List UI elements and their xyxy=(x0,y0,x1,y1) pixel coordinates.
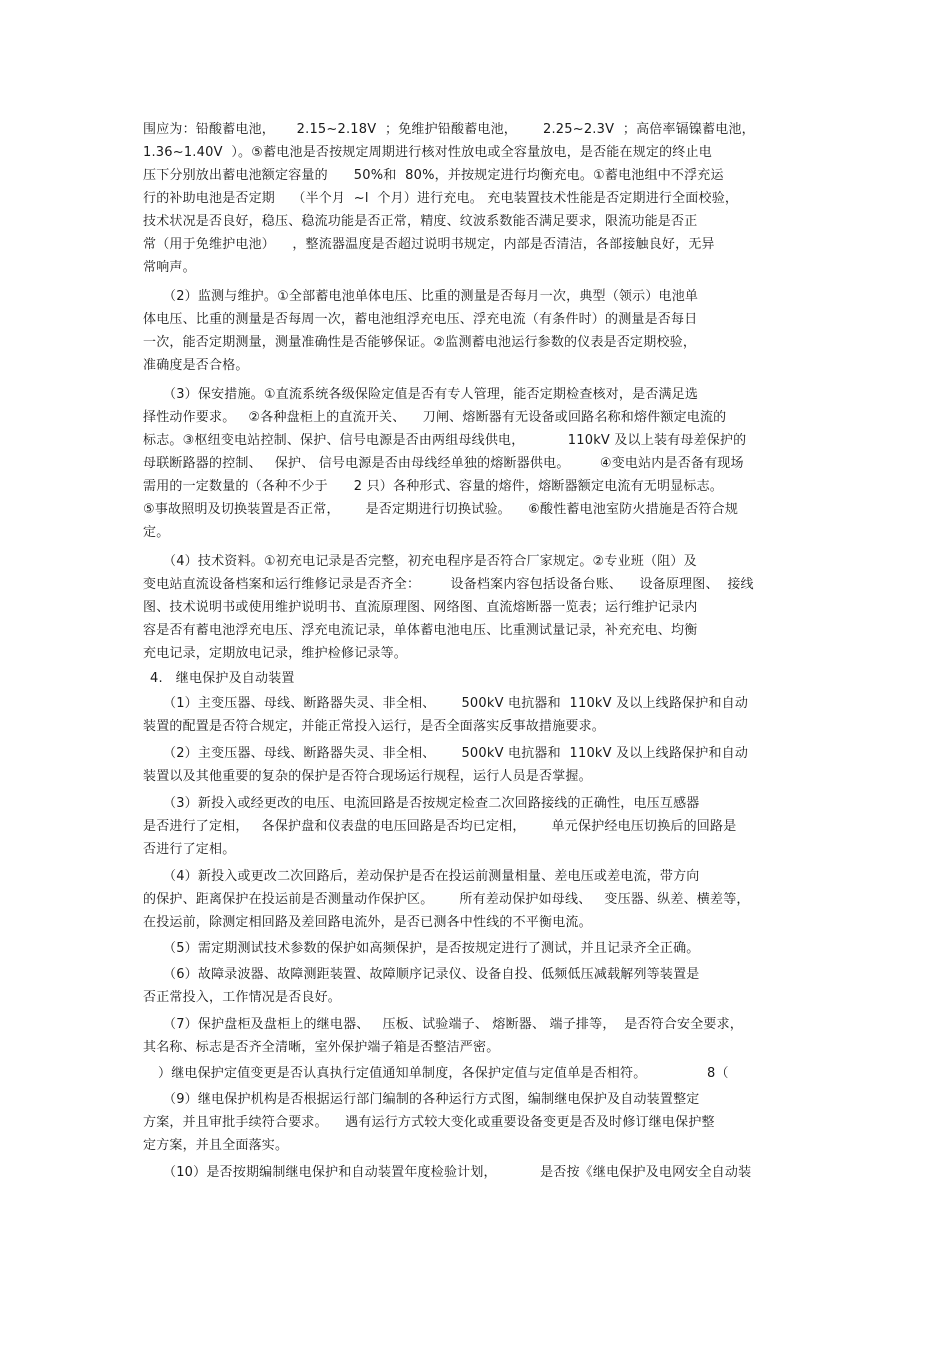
text-line: 否正常投入，工作情况是否良好。 xyxy=(143,990,342,1005)
text-line: ⑤事故照明及切换装置是否正常， 是否定期进行切换试验。 ⑥酸性蓄电池室防火措施是否符合规 xyxy=(143,502,739,517)
text-line: 其名称、标志是否齐全清晰，室外保护端子箱是否整洁严密。 xyxy=(143,1040,500,1055)
text-line: 体电压、比重的测量是否每周一次，蓄电池组浮充电压、浮充电流（有条件时）的测量是否每日 xyxy=(143,312,698,327)
paragraph-heading: （2）主变压器、母线、断路器失灵、非全相、 500kV 电抗器和 110kV 及以上线路保护和自动 xyxy=(163,746,749,761)
paragraph-heading: （9）继电保护机构是否根据运行部门编制的各种运行方式图，编制继电保护及自动装置整定 xyxy=(163,1092,700,1107)
text-line: 方案，并且审批手续符合要求。 遇有运行方式较大变化或重要设备变更是否及时修订继电保护整 xyxy=(143,1115,715,1130)
text-line: 的保护、距离保护在投运前是否测量动作保护区。 所有差动保护如母线、 变压器、纵差、横差等， xyxy=(143,892,750,907)
paragraph-heading: （6）故障录波器、故障测距装置、故障顺序记录仪、设备自投、低频低压减载解列等装置是 xyxy=(163,967,700,982)
text-line: 母联断路器的控制、 保护、 信号电源是否由母线经单独的熔断器供电。 ④变电站内是否备有现场 xyxy=(143,456,744,471)
paragraph-heading: （10）是否按期编制继电保护和自动装置年度检验计划， 是否按《继电保护及电网安全自动装 xyxy=(163,1165,752,1180)
text-line: 行的补助电池是否定期 （半个月 ~l 个月）进行充电。 充电装置技术性能是否定期进行全面校验， xyxy=(143,191,739,206)
text-line: 否进行了定相。 xyxy=(143,842,236,857)
paragraph-heading: （5）需定期测试技术参数的保护如高频保护，是否按规定进行了测试，并且记录齐全正确。 xyxy=(163,941,700,956)
text-line: 一次，能否定期测量，测量准确性是否能够保证。②监测蓄电池运行参数的仪表是否定期校验， xyxy=(143,335,697,350)
text-line: 装置以及其他重要的复杂的保护是否符合现场运行规程，运行人员是否掌握。 xyxy=(143,769,592,784)
text-line: 变电站直流设备档案和运行维修记录是否齐全： 设备档案内容包括设备台账、 设备原理图、 接线 xyxy=(143,577,754,592)
section-heading: 4. 继电保护及自动装置 xyxy=(150,671,295,686)
text-line: 择性动作要求。 ②各种盘柜上的直流开关、 刀闸、熔断器有无设备或回路名称和熔件额定电流的 xyxy=(143,410,727,425)
text-line: 定。 xyxy=(143,525,170,540)
paragraph-heading: （2）监测与维护。①全部蓄电池单体电压、比重的测量是否每月一次，典型（领示）电池单 xyxy=(163,289,699,304)
text-line: 需用的一定数量的（各种不少于 2 只）各种形式、容量的熔件，熔断器额定电流有无明显标志。 xyxy=(143,479,723,494)
text-line: 充电记录，定期放电记录，维护检修记录等。 xyxy=(143,646,408,661)
text-line: 定方案，并且全面落实。 xyxy=(143,1138,289,1153)
text-line: 常响声。 xyxy=(143,260,196,275)
text-line: 常（用于免维护电池） ，整流器温度是否超过说明书规定，内部是否清洁，各部接触良好，无异 xyxy=(143,237,715,252)
text-line: 标志。③枢纽变电站控制、保护、信号电源是否由两组母线供电， 110kV 及以上装有母差保护的 xyxy=(143,433,747,448)
text-line: 1.36~1.40V ）。⑤蓄电池是否按规定周期进行核对性放电或全容量放电，是否能在规定的终止电 xyxy=(143,145,712,160)
paragraph-heading: （4）技术资料。①初充电记录是否完整，初充电程序是否符合厂家规定。②专业班（阻）及 xyxy=(163,554,697,569)
text-line: 容是否有蓄电池浮充电压、浮充电流记录，单体蓄电池电压、比重测试量记录，补充充电、均衡 xyxy=(143,623,698,638)
paragraph-heading: （4）新投入或更改二次回路后，差动保护是否在投运前测量相量、差电压或差电流，带方向 xyxy=(163,869,700,884)
text-line: 是否进行了定相， 各保护盘和仪表盘的电压回路是否均已定相， 单元保护经电压切换后的回路是 xyxy=(143,819,737,834)
paragraph-heading: （7）保护盘柜及盘柜上的继电器、 压板、试验端子、 熔断器、 端子排等， 是否符合安全要求， xyxy=(163,1017,743,1032)
paragraph-heading: （1）主变压器、母线、断路器失灵、非全相、 500kV 电抗器和 110kV 及以上线路保护和自动 xyxy=(163,696,749,711)
text-line: 围应为：铅酸蓄电池， 2.15~2.18V ；免维护铅酸蓄电池， 2.25~2.3V ；高倍率镉镍蓄电池， xyxy=(143,122,755,137)
paragraph-heading: （3）保安措施。①直流系统各级保险定值是否有专人管理，能否定期检查核对，是否满足选 xyxy=(163,387,699,402)
paragraph-heading: （3）新投入或经更改的电压、电流回路是否按规定检查二次回路接线的正确性，电压互感器 xyxy=(163,796,700,811)
text-line: 准确度是否合格。 xyxy=(143,358,249,373)
text-line: 图、技术说明书或使用维护说明书、直流原理图、网络图、直流熔断器一览表；运行维护记录内 xyxy=(143,600,698,615)
text-line: 在投运前，除测定相回路及差回路电流外，是否已测各中性线的不平衡电流。 xyxy=(143,915,592,930)
text-line: 技术状况是否良好，稳压、稳流功能是否正常，精度、纹波系数能否满足要求，限流功能是否正 xyxy=(143,214,698,229)
text-line: ）继电保护定值变更是否认真执行定值通知单制度，各保护定值与定值单是否相符。 8（ xyxy=(158,1066,729,1081)
text-line: 压下分别放出蓄电池额定容量的 50%和 80%，并按规定进行均衡充电。①蓄电池组中不浮充运 xyxy=(143,168,724,183)
text-line: 装置的配置是否符合规定，并能正常投入运行，是否全面落实反事故措施要求。 xyxy=(143,719,606,734)
